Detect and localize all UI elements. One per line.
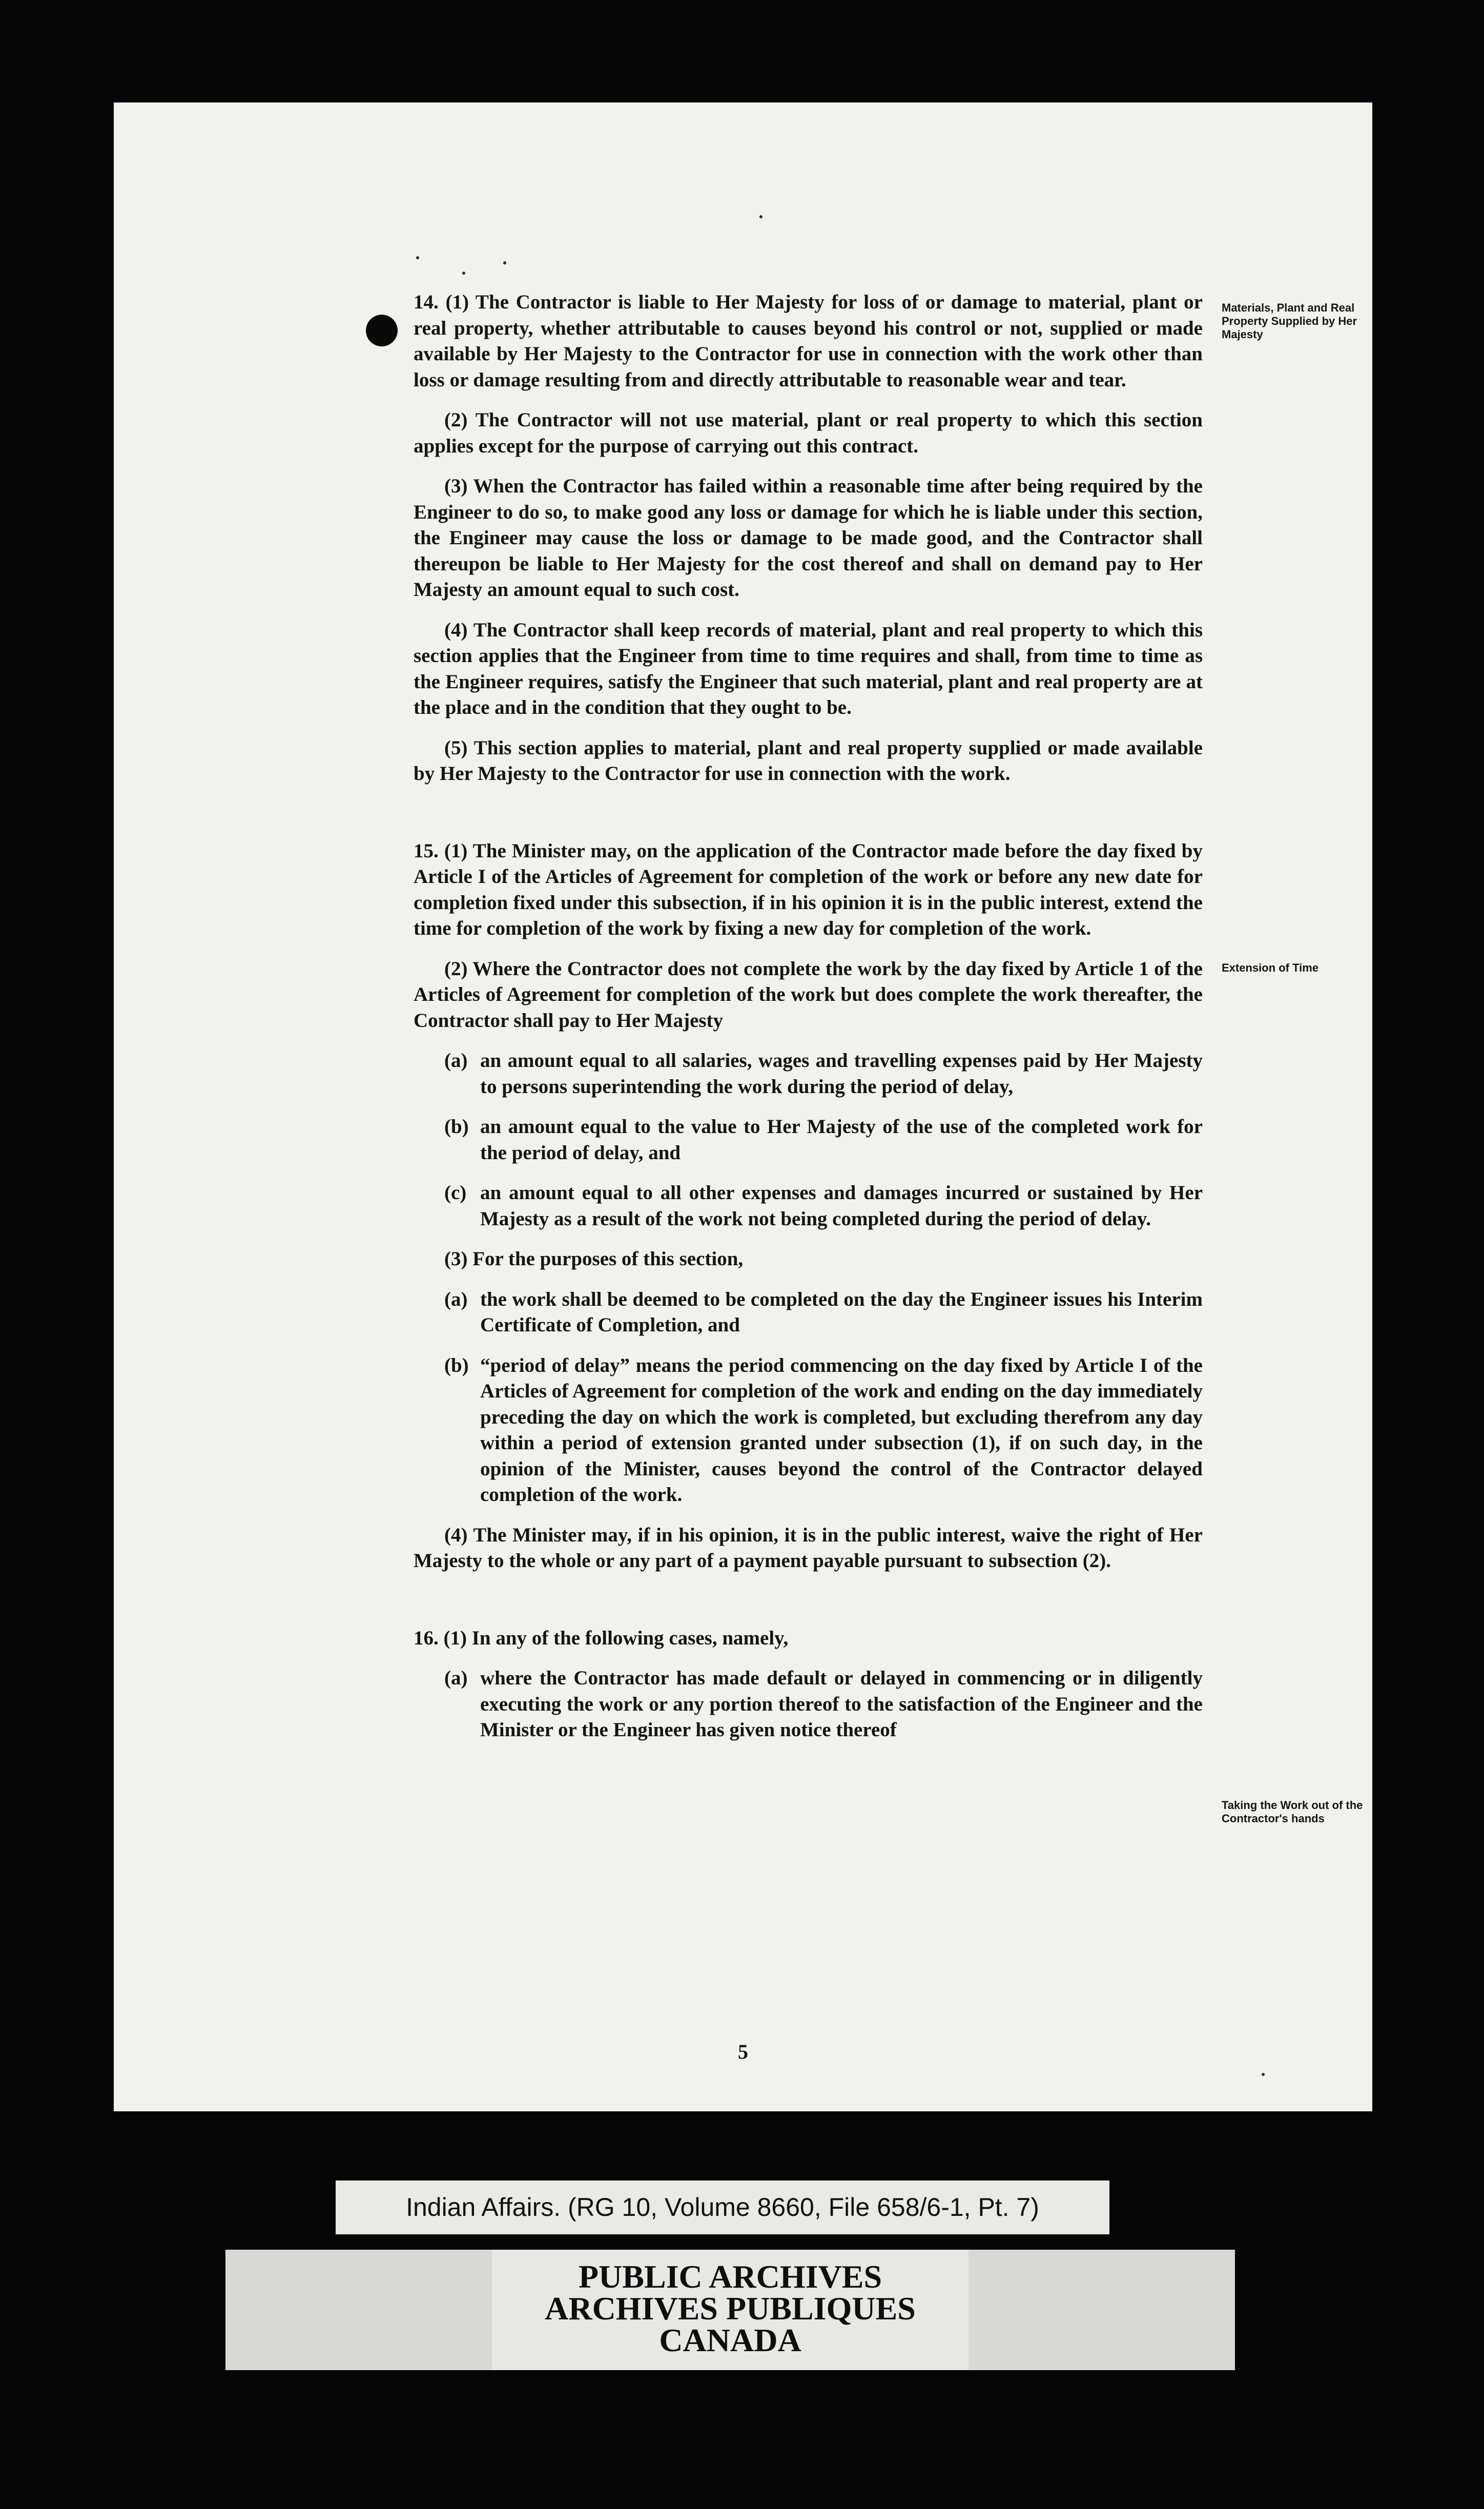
archives-stamp-text <box>492 2250 968 2370</box>
section-15-2-c <box>444 1180 1203 1232</box>
section-14-4: (4) The Contractor shall keep records of material, plant and real property to which this section applies that the Engineer from time to time requires and shall, from time to time as the Engineer requires, satisfy the Engineer that such material, plant and real property are at the place and in the condition that they ought to be. <box>414 619 1203 718</box>
section-14-2: (2) The Contractor will not use material, plant or real property to which this section applies except for the purpose of carrying out this contract. <box>414 409 1203 457</box>
item-text: the work shall be deemed to be completed on the day the Engineer issues his Interim Certificate of Completion, and <box>480 1288 1203 1336</box>
item-text: “period of delay” means the period commencing on the day fixed by Article I of the Articles of Agreement for completion of the work and ending on the day immediately preceding the day on which the work is completed, but excluding therefrom any day within a period of extension granted under subsection (1), if on such day, in the opinion of the Minister, causes beyond the control of the Contractor delayed completion of the work. <box>480 1354 1203 1506</box>
item-text: an amount equal to all other expenses and damages incurred or sustained by Her Majesty as a result of the work not being completed during the period of delay. <box>480 1182 1203 1230</box>
section-16-1-a <box>444 1665 1203 1743</box>
section-15-2: (2) Where the Contractor does not complete the work by the day fixed by Article 1 of the Articles of Agreement for completion of the work but does complete the work thereafter, the Contractor shall pay to Her Majesty <box>414 957 1203 1032</box>
item-label: (b) <box>444 1116 469 1138</box>
item-label: (a) <box>444 1667 468 1689</box>
item-text: where the Contractor has made default or delayed in commencing or in diligently executing the work or any portion thereof to the satisfaction of the Engineer and the Minister or the Engineer has given notice thereof <box>480 1667 1203 1741</box>
speck <box>1262 2073 1265 2076</box>
item-label: (a) <box>444 1288 468 1310</box>
speck <box>416 256 419 259</box>
margin-note-materials: Materials, Plant and Real Property Supplied by Her Majesty <box>1222 301 1357 341</box>
section-15-2-a <box>444 1048 1203 1100</box>
speck <box>759 215 762 218</box>
section-16-1: 16. (1) In any of the following cases, namely, <box>414 1627 789 1649</box>
punch-hole <box>366 315 398 346</box>
section-14-3: (3) When the Contractor has failed within a reasonable time after being required by the Engineer to do so, to make good any loss or damage for which he is liable under this section, the Engineer may cause the loss or damage to be made good, and the Contractor shall thereupon be liable to Her Majesty for the cost thereof and shall on demand pay to Her Majesty an amount equal to such cost. <box>414 475 1203 601</box>
stamp-line: PUBLIC ARCHIVES <box>578 2258 882 2295</box>
archives-stamp <box>225 2250 1235 2370</box>
speck <box>462 272 465 275</box>
section-14-5: (5) This section applies to material, plant and real property supplied or made available by Her Majesty to the Contractor for use in connection with the work. <box>414 736 1203 785</box>
speck <box>503 261 506 264</box>
item-label: (a) <box>444 1050 468 1072</box>
section-15-3-a <box>444 1287 1203 1339</box>
section-14-1: 14. (1) The Contractor is liable to Her Majesty for loss of or damage to material, plant or real property, whether attributable to causes beyond his control or not, supplied or made available by Her Majesty to the Contractor for use in connection with the work other than loss or damage resulting from and directly attributable to reasonable wear and tear. <box>414 291 1203 391</box>
margin-note-taking-work: Taking the Work out of the Contractor's hands <box>1222 1799 1363 1825</box>
archive-reference-label: Indian Affairs. (RG 10, Volume 8660, File 658/6-1, Pt. 7) <box>336 2181 1109 2234</box>
item-label: (b) <box>444 1354 469 1376</box>
section-15-2-b <box>444 1114 1203 1166</box>
stamp-line: ARCHIVES PUBLIQUES <box>545 2290 916 2327</box>
item-text: an amount equal to all salaries, wages and travelling expenses paid by Her Majesty to persons superintending the work during the period of delay, <box>480 1050 1203 1098</box>
stamp-line: CANADA <box>659 2322 801 2358</box>
body-text <box>414 290 1203 1758</box>
page-number: 5 <box>738 2040 748 2063</box>
margin-note-extension: Extension of Time <box>1222 961 1319 974</box>
section-15-3: (3) For the purposes of this section, <box>444 1248 744 1270</box>
item-text: an amount equal to the value to Her Majesty of the use of the completed work for the period of delay, and <box>480 1116 1203 1164</box>
item-label: (c) <box>444 1182 467 1204</box>
section-15-1: 15. (1) The Minister may, on the application of the Contractor made before the day fixed by Article I of the Articles of Agreement for completion of the work or before any new date for completion fixed under this subsection, if in his opinion it is in the public interest, extend the time for completion of the work by fixing a new day for completion of the work. <box>414 839 1203 939</box>
section-15-3-b <box>444 1353 1203 1508</box>
document-page <box>114 102 1372 2111</box>
section-15-4: (4) The Minister may, if in his opinion, it is in the public interest, waive the right of Her Majesty to the whole or any part of a payment payable pursuant to subsection (2). <box>414 1524 1203 1572</box>
